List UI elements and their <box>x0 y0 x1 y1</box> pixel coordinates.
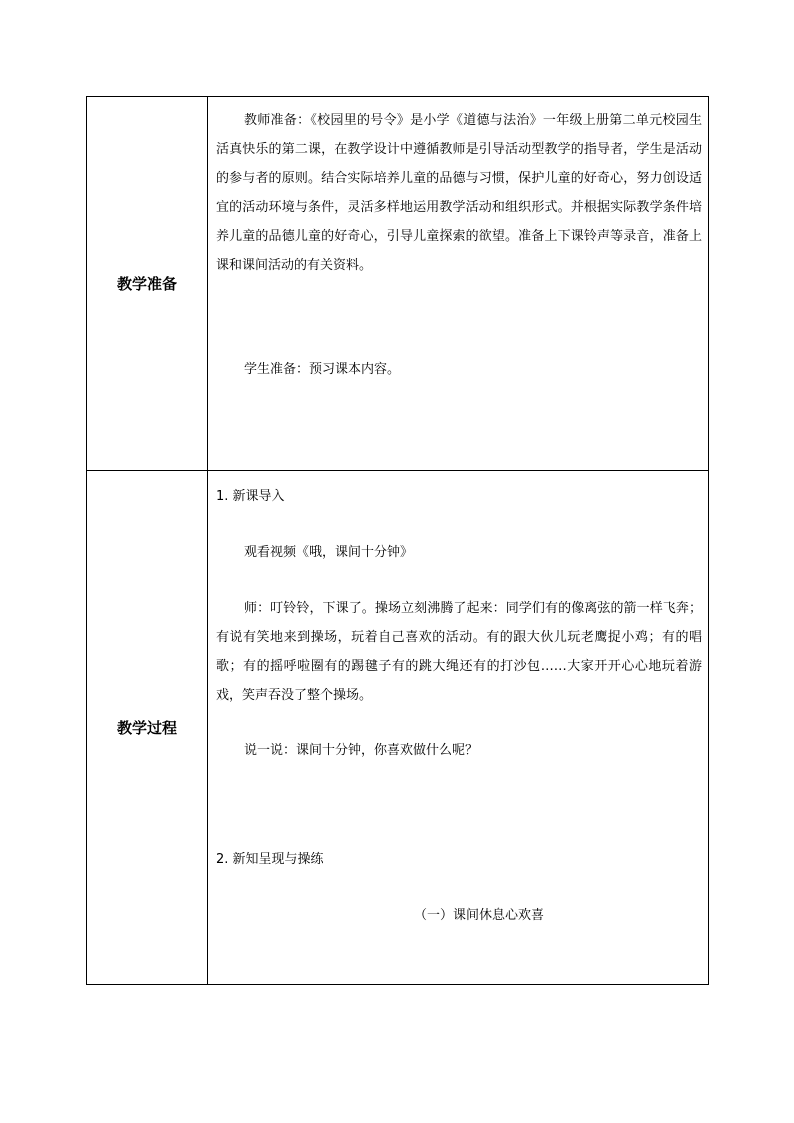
preparation-content <box>208 97 709 471</box>
table-row-process <box>87 471 709 985</box>
discussion-prompt-text: 说一说：课间十分钟，你喜欢做什么呢？ <box>244 743 479 758</box>
section-heading-new-knowledge: 2. 新知呈现与操练 <box>216 852 324 867</box>
teacher-preparation-text: 教师准备：《校园里的号令》是小学《道德与法治》一年级上册第二单元校园生活真快乐的第二课，在教学设计中遵循教师是引导活动型教学的指导者，学生是活动的参与者的原则。结合实际培养儿童的品德与习惯，保护儿童的好奇心，努力创设适宜的活动环境与条件，灵活多样地运用教学活动和组织形式。并根据实际教学条件培养儿童的品德儿童的好奇心，引导儿童探索的欲望。准备上下课铃声等录音，准备上课和课间活动的有关资料。 <box>216 113 702 273</box>
row-label-preparation: 教学准备 <box>87 97 208 471</box>
subsection-heading: （一）课间休息心欢喜 <box>413 908 544 923</box>
row-label-process: 教学过程 <box>87 471 208 985</box>
student-preparation-text: 学生准备：预习课本内容。 <box>244 362 401 377</box>
lesson-plan-table <box>86 96 709 985</box>
video-text: 观看视频《哦，课间十分钟》 <box>244 545 414 560</box>
section-heading-intro: 1. 新课导入 <box>216 489 285 504</box>
process-content <box>208 471 709 985</box>
teacher-narration-text: 师：叮铃铃，下课了。操场立刻沸腾了起来：同学们有的像离弦的箭一样飞奔；有说有笑地来到操场，玩着自己喜欢的活动。有的跟大伙儿玩老鹰捉小鸡；有的唱歌；有的摇呼啦圈有的踢毽子有的跳大绳还有的打沙包……大家开开心心地玩着游戏，笑声吞没了整个操场。 <box>216 601 702 703</box>
table-row-preparation <box>87 97 709 471</box>
